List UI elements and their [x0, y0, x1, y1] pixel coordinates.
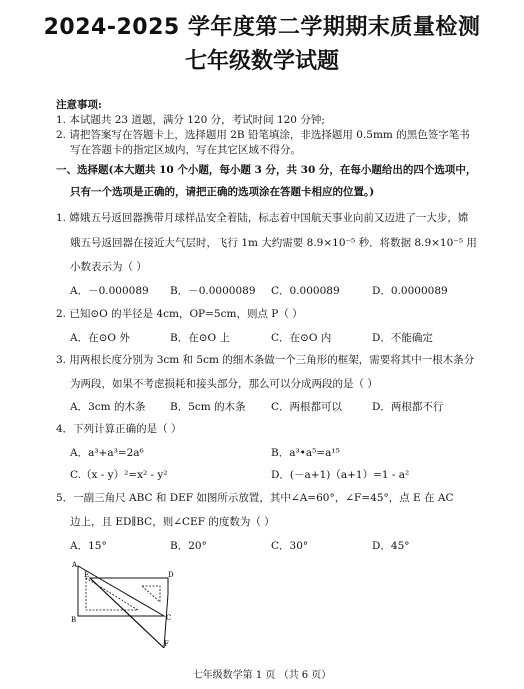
q5-option-d: D．45° — [372, 540, 410, 552]
label-b: B — [71, 616, 77, 624]
note-item: 1. 本试题共 23 道题，满分 120 分，考试时间 120 分钟; — [56, 114, 325, 126]
triangle-def-inner — [142, 586, 160, 602]
q1-option-c: C．0.000089 — [271, 285, 340, 297]
q3-option-d: D．两根都不行 — [372, 401, 444, 413]
q3-option-c: C．两根都可以 — [271, 401, 343, 413]
question-3-line: 为两段，如果不考虑损耗和接头部分，那么可以分成两段的是（ ） — [70, 378, 378, 390]
question-2-line: 2. 已知⊙O 的半径是 4cm，OP=5cm，则点 P（ ） — [56, 308, 303, 320]
q2-option-c: C．在⊙O 内 — [271, 332, 332, 344]
q2-option-b: B．在⊙O 上 — [170, 332, 230, 344]
label-f: F — [164, 640, 169, 648]
q1-option-a: A．－0.000089 — [70, 285, 149, 297]
question-5-line: 5．一副三角尺 ABC 和 DEF 如图所示放置，其中∠A=60°，∠F=45°，点 E 在 AC — [56, 492, 454, 504]
question-1-line: 娥五号返回器在接近大气层时，飞行 1m 大约需要 8.9×10⁻⁵ 秒．将数据 8.9×10⁻⁵ 用 — [70, 237, 477, 249]
notes-heading: 注意事项: — [56, 99, 102, 111]
q1-option-d: D．0.0000089 — [372, 285, 448, 297]
q5-option-c: C．30° — [271, 540, 309, 552]
triangle-abc — [78, 566, 164, 616]
q2-option-d: D．不能确定 — [372, 332, 433, 344]
q4-option-d: D．(－a+1)（a+1）=1 - a² — [271, 469, 410, 481]
q2-option-a: A．在⊙O 外 — [70, 332, 130, 344]
q5-option-b: B．20° — [170, 540, 207, 552]
note-item: 写在答题卡的指定区域内，写在其它区域不得分。 — [70, 144, 301, 156]
question-4-line: 4．下列计算正确的是（ ） — [56, 423, 182, 435]
line-ef — [90, 578, 164, 648]
triangle-figure — [64, 558, 184, 648]
exam-title: 2024-2025 学年度第二学期期末质量检测 — [43, 15, 481, 40]
label-a: A — [72, 561, 78, 569]
q1-option-b: B．－0.0000089 — [170, 285, 256, 297]
label-c: C — [166, 614, 172, 622]
q4-option-a: A．a³+a³=2a⁶ — [70, 447, 144, 459]
q4-option-b: B．a³•a⁵=a¹⁵ — [271, 447, 340, 459]
exam-subtitle: 七年级数学试题 — [184, 49, 339, 74]
triangle-abc-inner — [86, 578, 138, 610]
question-1-line: 小数表示为（ ） — [70, 261, 147, 273]
label-d: D — [168, 571, 174, 579]
question-5-line: 边上，且 ED∥BC，则∠CEF 的度数为（ ） — [70, 516, 275, 528]
section-heading: 一、选择题(本大题共 10 个小题，每小题 3 分，共 30 分，在每小题给出的四个选项中， — [56, 164, 477, 176]
section-heading-cont: 只有一个选项是正确的，请把正确的选项涂在答题卡相应的位置。) — [70, 186, 375, 198]
q4-option-c: C.（x - y）²=x² - y² — [70, 469, 168, 481]
label-e: E — [84, 571, 90, 579]
question-1-line: 1. 嫦娥五号返回器携带月球样品安全着陆，标志着中国航天事业向前又迈进了一大步，嫦 — [56, 212, 469, 224]
note-item: 2. 请把答案写在答题卡上，选择题用 2B 铅笔填涂，非选择题用 0.5mm 的黑色签字笔书 — [56, 129, 470, 141]
q3-option-b: B．5cm 的木条 — [170, 401, 246, 413]
page-footer: 七年级数学第 1 页 （共 6 页） — [192, 670, 332, 681]
q5-option-a: A．15° — [70, 540, 107, 552]
q3-option-a: A．3cm 的木条 — [70, 401, 146, 413]
question-3-line: 3. 用两根长度分别为 3cm 和 5cm 的细木条做一个三角形的框架，需要将其中一根木条分 — [56, 354, 475, 366]
